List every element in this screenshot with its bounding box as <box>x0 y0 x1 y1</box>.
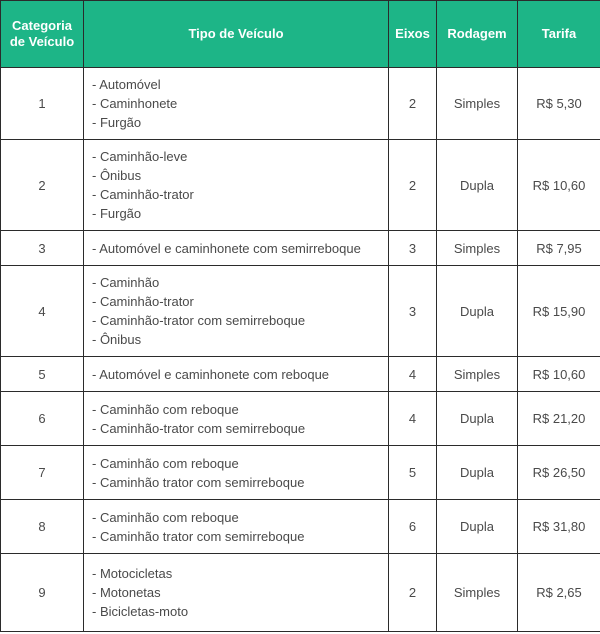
vehicle-type-line: - Automóvel <box>92 77 161 92</box>
vehicle-type-line: - Caminhão-trator <box>92 294 194 309</box>
cell-eixos: 6 <box>389 500 437 554</box>
table-row <box>1 68 600 140</box>
cell-tipo <box>84 68 389 140</box>
header-eixos: Eixos <box>389 1 437 68</box>
vehicle-type-line: - Caminhão com reboque <box>92 455 239 471</box>
cell-categoria: 8 <box>1 500 84 554</box>
table-row <box>1 231 600 266</box>
table-row <box>1 266 600 357</box>
cell-categoria: 7 <box>1 446 84 500</box>
vehicle-type-line: - Ônibus <box>92 332 142 347</box>
vehicle-type-line: - Caminhão trator com semirreboque <box>92 528 305 544</box>
table-row <box>1 554 600 632</box>
table-row <box>1 500 600 554</box>
cell-tipo <box>84 140 389 231</box>
cell-rodagem: Simples <box>437 68 518 140</box>
vehicle-type-line: - Automóvel e caminhonete com reboque <box>92 366 330 382</box>
cell-rodagem: Dupla <box>437 392 518 446</box>
header-row <box>1 1 600 68</box>
cell-rodagem: Dupla <box>437 500 518 554</box>
cell-tipo <box>84 392 389 446</box>
vehicle-type-line: - Caminhonete <box>92 96 178 111</box>
cell-tarifa: R$ 15,90 <box>518 266 600 357</box>
cell-rodagem: Dupla <box>437 266 518 357</box>
cell-categoria: 5 <box>1 357 84 392</box>
cell-categoria: 9 <box>1 554 84 632</box>
cell-categoria: 6 <box>1 392 84 446</box>
table-row <box>1 446 600 500</box>
cell-categoria: 1 <box>1 68 84 140</box>
vehicle-type-line: - Caminhão-trator com semirreboque <box>92 313 306 328</box>
vehicle-type-line: - Furgão <box>92 206 142 221</box>
vehicle-type-line: - Ônibus <box>92 168 142 183</box>
table-row <box>1 392 600 446</box>
cell-rodagem: Dupla <box>437 140 518 231</box>
table-body <box>1 68 600 632</box>
vehicle-type-line: - Furgão <box>92 115 142 130</box>
cell-eixos: 2 <box>389 140 437 231</box>
cell-tarifa: R$ 26,50 <box>518 446 600 500</box>
cell-eixos: 3 <box>389 231 437 266</box>
cell-tipo <box>84 554 389 632</box>
vehicle-type-line: - Caminhão com reboque <box>92 509 239 525</box>
vehicle-type-line: - Motocicletas <box>92 566 173 581</box>
cell-tarifa: R$ 7,95 <box>518 231 600 266</box>
cell-rodagem: Simples <box>437 231 518 266</box>
cell-tipo <box>84 500 389 554</box>
cell-tarifa: R$ 2,65 <box>518 554 600 632</box>
cell-tarifa: R$ 10,60 <box>518 140 600 231</box>
cell-tipo <box>84 446 389 500</box>
cell-tipo <box>84 231 389 266</box>
vehicle-type-line: - Caminhão-leve <box>92 149 188 164</box>
cell-eixos: 4 <box>389 357 437 392</box>
vehicle-type-line: - Caminhão com reboque <box>92 401 239 417</box>
vehicle-type-line: - Motonetas <box>92 585 161 600</box>
cell-eixos: 2 <box>389 554 437 632</box>
cell-eixos: 5 <box>389 446 437 500</box>
vehicle-type-line: - Caminhão-trator <box>92 187 194 202</box>
cell-rodagem: Dupla <box>437 446 518 500</box>
cell-eixos: 4 <box>389 392 437 446</box>
cell-eixos: 2 <box>389 68 437 140</box>
table-row <box>1 357 600 392</box>
vehicle-type-line: - Automóvel e caminhonete com semirreboque <box>92 240 361 256</box>
vehicle-type-line: - Caminhão <box>92 275 160 290</box>
cell-categoria: 2 <box>1 140 84 231</box>
header-categoria: Categoria de Veículo <box>1 1 84 68</box>
vehicle-type-line: - Caminhão-trator com semirreboque <box>92 420 306 436</box>
header-rodagem: Rodagem <box>437 1 518 68</box>
cell-tarifa: R$ 10,60 <box>518 357 600 392</box>
cell-tipo <box>84 357 389 392</box>
header-tipo: Tipo de Veículo <box>84 1 389 68</box>
vehicle-type-line: - Caminhão trator com semirreboque <box>92 474 305 490</box>
cell-tarifa: R$ 21,20 <box>518 392 600 446</box>
cell-tarifa: R$ 31,80 <box>518 500 600 554</box>
cell-eixos: 3 <box>389 266 437 357</box>
vehicle-type-line: - Bicicletas-moto <box>92 604 189 619</box>
header-tarifa: Tarifa <box>518 1 600 68</box>
cell-categoria: 4 <box>1 266 84 357</box>
cell-categoria: 3 <box>1 231 84 266</box>
cell-rodagem: Simples <box>437 554 518 632</box>
cell-rodagem: Simples <box>437 357 518 392</box>
table-row <box>1 140 600 231</box>
cell-tipo <box>84 266 389 357</box>
cell-tarifa: R$ 5,30 <box>518 68 600 140</box>
